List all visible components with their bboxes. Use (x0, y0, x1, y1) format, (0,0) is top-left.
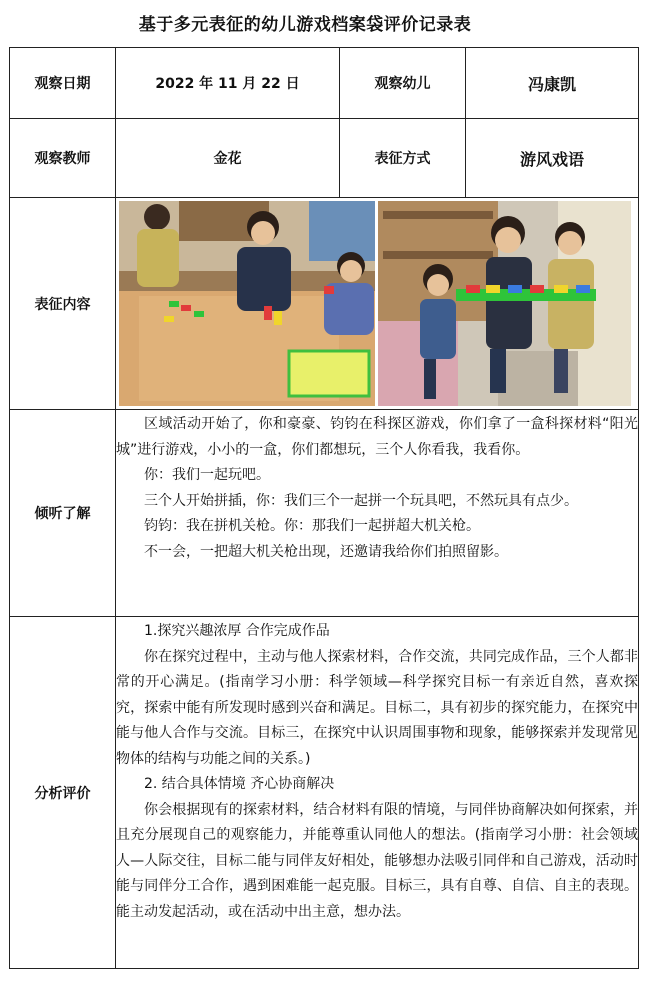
listen-paragraph: 区域活动开始了，你和豪豪、钧钧在科探区游戏，你们拿了一盒科探材料“阳光城”进行游戏，小小的一盒，你们都想玩，三个人你看我，我看你。 (116, 416, 638, 458)
table-row-content (10, 198, 639, 410)
mode-label: 表征方式 (340, 119, 466, 198)
analysis-heading-2: 2. 结合具体情境 齐心协商解决 (144, 776, 335, 792)
listen-paragraph: 钧钧：我在拼机关枪。你：那我们一起拼超大机关枪。 (144, 518, 480, 534)
date-value: 2022 年 11 月 22 日 (116, 48, 340, 119)
teacher-value: 金花 (116, 119, 340, 198)
listen-label: 倾听了解 (10, 410, 116, 617)
teacher-label: 观察教师 (10, 119, 116, 198)
page-title: 基于多元表征的幼儿游戏档案袋评价记录表 (138, 15, 472, 35)
analysis-paragraph: 你在探究过程中，主动与他人探索材料，合作交流，共同完成作品，三个人都非常的开心满足。(指南学习小册：科学领域—科学探究目标一有亲近自然，喜欢探究，探索中能有所发现时感到兴奋和满足。目标二，具有初步的探究能力，在探究中能与他人合作与交流。目标三，在探究中认识周围事物和现象，能够探索并发现常见物体的结构与功能之间的关系。) (116, 648, 638, 767)
listen-paragraph: 三个人开始拼插，你：我们三个一起拼一个玩具吧，不然玩具有点少。 (144, 492, 578, 509)
table-row-analysis (10, 617, 639, 969)
analysis-content (116, 617, 639, 969)
analysis-heading-1: 1.探究兴趣浓厚 合作完成作品 (144, 623, 330, 639)
table-row-teacher (10, 119, 639, 198)
photo-children-toy-gun (378, 201, 631, 406)
analysis-label: 分析评价 (10, 617, 116, 969)
child-value: 冯康凯 (466, 48, 639, 119)
listen-paragraph: 你：我们一起玩吧。 (144, 467, 270, 483)
photos-cell (116, 198, 639, 410)
date-label: 观察日期 (10, 48, 116, 119)
mode-value: 游风戏语 (466, 119, 639, 198)
listen-paragraph: 不一会，一把超大机关枪出现，还邀请我给你们拍照留影。 (144, 543, 508, 560)
record-table (9, 47, 639, 969)
analysis-paragraph: 你会根据现有的探索材料，结合材料有限的情境，与同伴协商解决如何探索，并且充分展现自己的观察能力，并能尊重认同他人的想法。(指南学习小册：社会领域人—人际交往，目标二能与同伴友好相处，能够想办法吸引同伴和自己游戏，活动时能与同伴分工合作，遇到困难能一起克服。目标三，具有自尊、自信、自主的表现。能主动发起活动，或在活动中出主意，想办法。 (116, 801, 638, 920)
table-row-date (10, 48, 639, 119)
child-label: 观察幼儿 (340, 48, 466, 119)
table-row-listen (10, 410, 639, 617)
listen-content (116, 410, 639, 617)
content-label: 表征内容 (10, 198, 116, 410)
photo-children-table (119, 201, 375, 406)
